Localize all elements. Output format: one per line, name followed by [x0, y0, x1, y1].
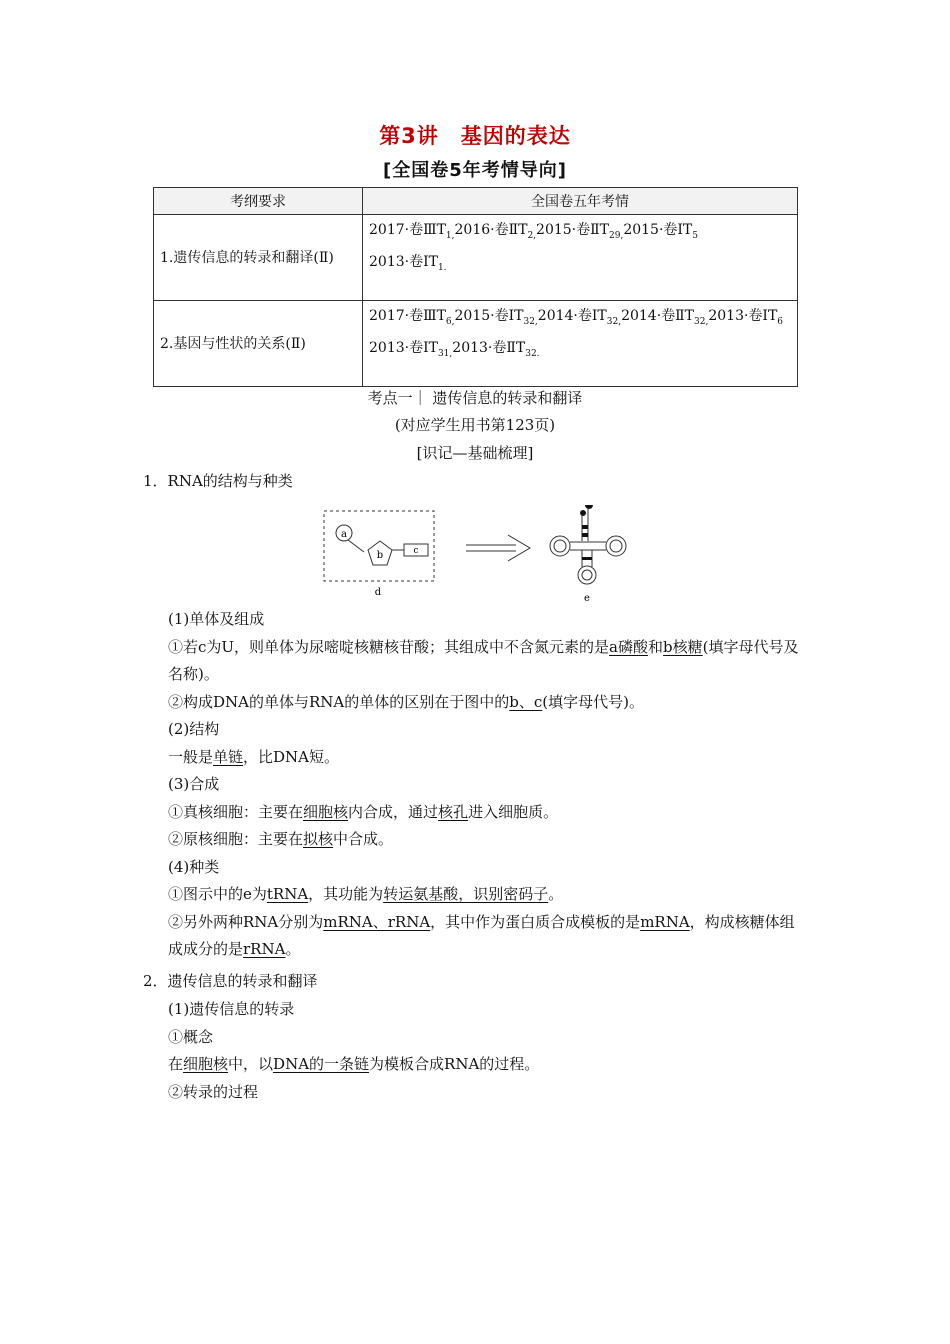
text: ②原核细胞：主要在 [168, 830, 304, 848]
para-line [168, 744, 808, 772]
info-sub: 32. [525, 348, 540, 359]
table-header-row [154, 188, 798, 215]
para-line: (3)合成 [168, 775, 220, 793]
answer: 拟核 [303, 830, 334, 848]
table-cell-info [363, 215, 798, 301]
trna-right-loop [610, 540, 622, 552]
text: 在 [168, 1055, 184, 1073]
lesson-subtitle: [全国卷5年考情导向] [383, 160, 567, 181]
trna-left-loop [550, 536, 570, 556]
exam-table [153, 187, 798, 387]
info-text: 2013·卷ⅠT [708, 308, 778, 324]
info-text: 2013·卷ⅠT [369, 253, 438, 270]
info-text: 2017·卷ⅢT [369, 308, 446, 324]
lesson-title: 第3讲 基因的表达 [379, 124, 571, 148]
para-line [168, 1051, 808, 1079]
answer: tRNA [266, 885, 309, 903]
trna-left-loop [554, 540, 566, 552]
label-d: d [374, 587, 382, 598]
answer: b、c [509, 692, 543, 711]
text: 为模板合成RNA的过程。 [369, 1055, 540, 1073]
para-line [168, 689, 808, 717]
text: 中合成。 [333, 830, 394, 848]
text: ，其功能为 [308, 885, 384, 903]
info-sub: 29, [608, 230, 624, 241]
table-header: 全国卷五年考情 [363, 188, 798, 215]
info-text: 2016·卷ⅡT [454, 222, 528, 238]
answer: rRNA [243, 940, 286, 958]
answer: mRNA、rRNA [323, 912, 431, 931]
anticodon-loop [582, 570, 592, 580]
text: 和 [648, 637, 664, 656]
info-sub: 32, [694, 316, 709, 327]
info-text: 2017·卷ⅢT [369, 222, 446, 238]
info-sub: 32, [523, 316, 538, 327]
table-cell-requirement: 2.基因与性状的关系(Ⅱ) [154, 301, 363, 387]
info-sub: 32, [606, 316, 622, 327]
text: ②构成DNA的单体与RNA的单体的区别在于图中的 [168, 692, 510, 711]
trna-right-loop [606, 536, 626, 556]
text: ①若c为U，则单体为尿嘧啶核糖核苷酸；其组成中不含氮元素的是 [168, 637, 610, 656]
table-header: 考纲要求 [154, 188, 363, 215]
info-text: 2015·卷ⅠT [454, 308, 524, 324]
content-block-transcription [168, 996, 808, 1106]
info-text: 2013·卷ⅡT [452, 339, 526, 356]
answer: DNA的一条链 [273, 1055, 370, 1073]
para-line: (1)遗传信息的转录 [168, 1000, 295, 1018]
rna-figure [320, 505, 640, 605]
answer: a磷酸 [609, 637, 648, 656]
sub-section-heading: [识记—基础梳理] [416, 444, 534, 462]
text: (填字母代号及名称)。 [168, 637, 799, 683]
text: ，构成核糖体组成成分的是 [168, 912, 795, 958]
label-a: a [341, 529, 347, 540]
label-e: e [584, 593, 590, 604]
table-row [154, 215, 798, 301]
heading-rna-structure: 1．RNA的结构与种类 [143, 472, 293, 490]
section-heading: 考点一｜ 遗传信息的转录和翻译 [367, 389, 583, 407]
info-sub: 1. [437, 262, 447, 273]
text: 内合成，通过 [348, 802, 439, 821]
info-sub: 5 [692, 230, 698, 241]
answer: 单链 [213, 747, 244, 766]
table-cell-info [363, 301, 798, 387]
info-text: 2013·卷ⅠT [369, 339, 438, 356]
text: 一般是 [168, 747, 214, 766]
label-b: b [376, 550, 384, 561]
arrow-head [508, 535, 530, 561]
answer: 细胞核 [303, 802, 349, 821]
content-block-rna [168, 606, 808, 964]
answer: 细胞核 [183, 1055, 229, 1073]
answer: 核孔 [438, 802, 469, 821]
heading-transcription-translation: 2．遗传信息的转录和翻译 [143, 972, 318, 990]
text: 中，以 [228, 1055, 274, 1073]
para-line [168, 799, 808, 827]
text: ①真核细胞：主要在 [168, 802, 304, 821]
info-sub: 31, [437, 348, 453, 359]
label-c: c [413, 546, 419, 556]
text: ，其中作为蛋白质合成模板的是 [430, 912, 641, 931]
trna-end-dot [585, 505, 593, 509]
text: ，比DNA短。 [243, 747, 340, 766]
info-text: 2015·卷ⅠT [623, 222, 693, 238]
para-line [168, 909, 808, 964]
text: ①图示中的e为 [168, 885, 267, 903]
text: 。 [285, 940, 301, 958]
info-text: 2015·卷ⅡT [536, 222, 609, 238]
text: 。 [548, 885, 564, 903]
text: 进入细胞质。 [468, 802, 559, 821]
info-sub: 1, [445, 230, 455, 241]
info-text: 2014·卷ⅡT [621, 308, 695, 324]
trna-end-dot [580, 510, 586, 516]
trna-base-pair [582, 533, 588, 537]
para-line [168, 826, 808, 854]
para-line [168, 634, 808, 689]
para-line: ①概念 [168, 1027, 214, 1046]
answer: mRNA [640, 912, 690, 931]
para-line: ②转录的过程 [168, 1082, 259, 1101]
para-line: (1)单体及组成 [168, 610, 265, 628]
para-line [168, 881, 808, 909]
info-sub: 6 [777, 316, 784, 327]
para-line: (4)种类 [168, 857, 220, 876]
text: ②另外两种RNA分别为 [168, 912, 324, 931]
text: (填字母代号)。 [542, 692, 644, 711]
bond-line [348, 540, 364, 552]
para-line: (2)结构 [168, 720, 220, 738]
trna-base-pair [582, 525, 588, 529]
answer: b核糖 [663, 637, 703, 656]
table-cell-requirement: 1.遗传信息的转录和翻译(Ⅱ) [154, 215, 363, 301]
page-reference: (对应学生用书第123页) [394, 416, 556, 434]
info-sub: 2, [527, 230, 537, 241]
table-row [154, 301, 798, 387]
trna-base-pair [582, 557, 592, 560]
answer: 转运氨基酸，识别密码子 [383, 885, 549, 903]
info-text: 2014·卷ⅠT [537, 308, 607, 324]
info-sub: 6, [445, 316, 455, 327]
anticodon-loop [578, 566, 596, 584]
